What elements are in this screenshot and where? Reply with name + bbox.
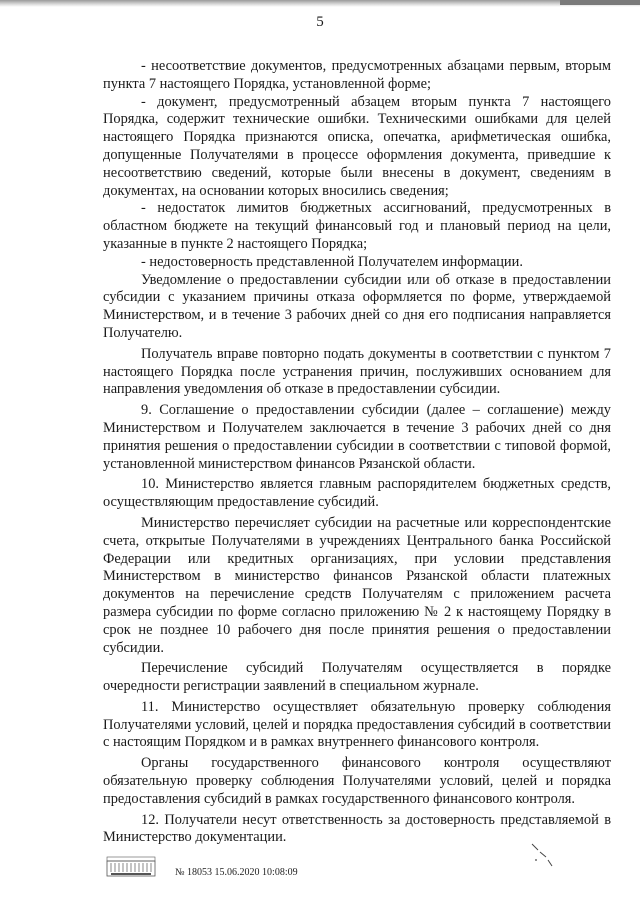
document-body — [103, 58, 611, 847]
paragraph-9: Министерство перечисляет субсидии на расчетные или корреспондентские счета, открытые Получателями в учреждениях Центрального банка Российской Федерации или кредитных организациях, при условии представления Министерством в министерство финансов Рязанской области платежных документов на перечисление средств Получателям с приложением расчета размера субсидии по форме согласно приложению № 2 к настоящему Порядку в срок не позднее 10 рабочего дня после принятия решения о предоставлении субсидии. — [103, 514, 611, 656]
paragraph-5: Уведомление о предоставлении субсидии или об отказе в предоставлении субсидии с указанием причины отказа оформляется по форме, утверждаемой Министерством, и в течение 3 рабочих дней со дня его подписания направляется Получателю. — [103, 271, 611, 341]
paragraph-10: Перечисление субсидий Получателям осуществляется в порядке очередности регистрации заявлений в специальном журнале. — [103, 660, 611, 695]
paragraph-8: 10. Министерство является главным распорядителем бюджетных средств, осуществляющим предоставление субсидий. — [103, 476, 611, 511]
footer — [105, 855, 365, 879]
registration-number: № 18053 15.06.2020 10:08:09 — [175, 867, 298, 878]
paragraph-4: - недостоверность представленной Получателем информации. — [141, 253, 523, 270]
paragraph-3: - недостаток лимитов бюджетных ассигнований, предусмотренных в областном бюджете на текущий финансовый год и плановый период на цели, указанные в пункте 2 настоящего Порядка; — [103, 200, 611, 252]
paragraph-1: - несоответствие документов, предусмотренных абзацами первым, вторым пункта 7 настоящего Порядка, установленной форме; — [103, 58, 611, 92]
page-number: 5 — [316, 14, 324, 30]
registry-stamp-icon — [105, 855, 159, 879]
handwritten-mark-icon — [528, 840, 556, 870]
paragraph-6: Получатель вправе повторно подать документы в соответствии с пунктом 7 настоящего Порядка после устранения причин, послуживших основанием для направления уведомления об отказе в предоставлении субсидии. — [103, 345, 611, 398]
scan-top-edge — [0, 0, 640, 7]
paragraph-11: 11. Министерство осуществляет обязательную проверку соблюдения Получателями условий, целей и порядка предоставления субсидий в соответствии с настоящим Порядком и в рамках внутреннего финансового контроля. — [103, 698, 611, 751]
scan-top-right-edge — [560, 0, 640, 5]
paragraph-12: Органы государственного финансового контроля осуществляют обязательную проверку соблюдения Получателями условий, целей и порядка предоставления субсидий в рамках государственного финансового контроля. — [103, 755, 611, 807]
paragraph-7: 9. Соглашение о предоставлении субсидии (далее – соглашение) между Министерством и Получателем заключается в течение 3 рабочих дней со дня принятия решения о предоставлении субсидии в соответствии с типовой формой, установленной министерством финансов Рязанской области. — [103, 402, 611, 472]
paragraph-2: - документ, предусмотренный абзацем вторым пункта 7 настоящего Порядка, содержит технические ошибки. Техническими ошибками для целей настоящего Порядка признаются описка, опечатка, арифметическая ошибка, допущенные Получателями в процессе оформления документа, приведшие к несоответствию сведений, которые были внесены в документ, сведениям в документах, на основании которых вносились сведения; — [103, 93, 611, 199]
paragraph-13: 12. Получатели несут ответственность за достоверность представляемой в Министерство документации. — [103, 811, 611, 846]
